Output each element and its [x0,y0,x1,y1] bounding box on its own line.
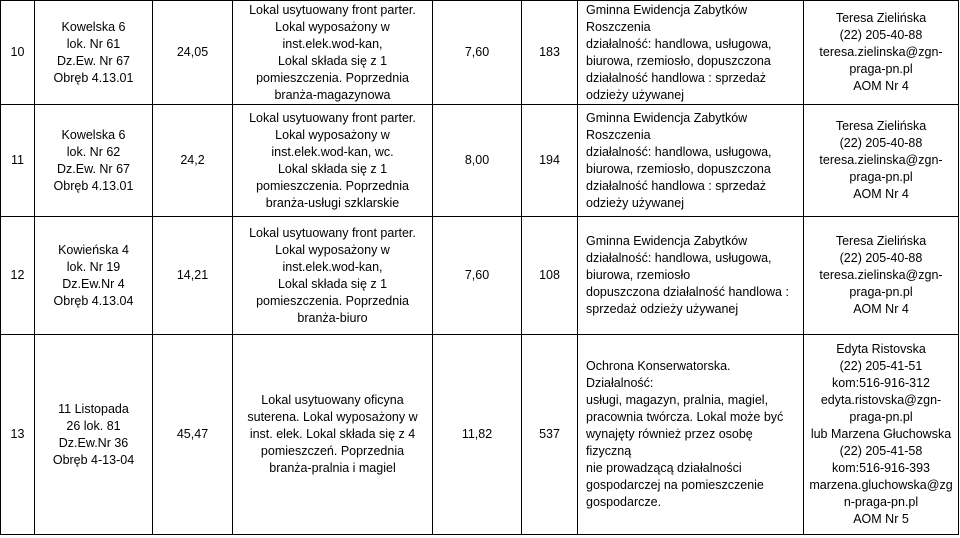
description-cell-line: pomieszczenia. Poprzednia [256,178,409,193]
conditions-cell-line: działalność handlowa : sprzedaż [586,178,766,193]
rate-cell: 7,60 [433,1,522,105]
contact-cell-line: praga-pn.pl [849,170,913,184]
address-cell-line: 26 lok. 81 [66,418,121,433]
contact-cell [804,335,959,535]
contact-cell [804,105,959,217]
contact-cell-line: AOM Nr 4 [853,79,909,93]
contact-cell [804,1,959,105]
row-number-cell: 13 [1,335,35,535]
address-cell-line: Kowelska 6 [61,127,126,142]
address-cell-line: lok. Nr 19 [66,259,121,274]
contact-cell-line: n-praga-pn.pl [843,495,919,509]
row-number-cell: 12 [1,217,35,335]
conditions-cell-line: działalność handlowa : sprzedaż [586,70,766,85]
conditions-cell-line: gospodarczej na pomieszczenie [586,478,764,492]
area-cell: 24,2 [153,105,233,217]
conditions-cell-line: nie prowadzącą działalności [586,461,742,475]
conditions-cell-line: usługi, magazyn, pralnia, magiel, [586,393,769,407]
description-cell-line: pomieszczenia. Poprzednia [256,293,409,308]
contact-cell-line: AOM Nr 4 [853,187,909,201]
row-number-cell: 11 [1,105,35,217]
contact-cell-line: marzena.gluchowska@zg [809,478,953,492]
description-cell-line: inst.elek.wod-kan, [282,259,383,274]
contact-cell-line: teresa.zielinska@zgn- [819,45,943,59]
address-cell-line: Kowelska 6 [61,19,126,34]
contact-cell-line: Teresa Zielińska [835,119,927,133]
conditions-cell-line: działalność: handlowa, usługowa, [586,144,772,159]
description-cell-line: branża-pralnia i magiel [269,461,396,475]
table-row [1,217,959,335]
conditions-cell-line: pracownia twórcza. Lokal może być [586,410,784,424]
conditions-cell-line: działalność: handlowa, usługowa, [586,251,772,265]
contact-cell [804,217,959,335]
contact-cell-line: AOM Nr 5 [853,512,909,526]
description-cell-line: suterena. Lokal wyposażony w [247,410,418,424]
contact-cell-line: Edyta Ristovska [836,342,926,356]
contact-cell-line: lub Marzena Głuchowska [810,427,952,441]
address-cell-line: Dz.Ew. Nr 67 [57,53,130,68]
conditions-cell [578,217,804,335]
description-cell-line: inst.elek.wod-kan, [282,36,383,51]
address-cell-line: Obręb 4-13-04 [52,452,135,467]
rate-cell: 7,60 [433,217,522,335]
description-cell-line: pomieszczenia. Poprzednia [256,70,409,85]
table-row [1,335,959,535]
address-cell [35,105,153,217]
description-cell-line: inst. elek. Lokal składa się z 4 [249,427,416,441]
contact-cell-line: praga-pn.pl [849,62,913,76]
conditions-cell-line: odzieży używanej [586,87,684,102]
address-cell-line: Obręb 4.13.01 [53,70,134,85]
contact-cell-line: AOM Nr 4 [853,302,909,316]
row-number-cell: 10 [1,1,35,105]
contact-cell-line: kom:516-916-393 [832,461,930,475]
rent-cell: 183 [522,1,578,105]
contact-cell-line: kom:516-916-312 [832,376,930,390]
rent-cell: 194 [522,105,578,217]
description-cell-line: Lokal usytuowany front parter. [249,110,416,125]
contact-cell-line: (22) 205-41-58 [839,444,923,458]
conditions-cell-line: Gminna Ewidencja Zabytków [586,234,748,248]
description-cell-line: Lokal składa się z 1 [277,53,388,68]
conditions-cell-line: sprzedaż odzieży używanej [586,302,739,316]
conditions-cell-line: Gminna Ewidencja Zabytków [586,110,748,125]
description-cell [233,1,433,105]
conditions-cell-line: Roszczenia [586,19,651,34]
area-cell: 14,21 [153,217,233,335]
conditions-cell-line: Roszczenia [586,127,651,142]
description-cell-line: Lokal wyposażony w [275,242,390,257]
contact-cell-line: teresa.zielinska@zgn- [819,268,943,282]
conditions-cell-line: odzieży używanej [586,195,684,210]
table-body [1,1,959,535]
address-cell-line: Dz.Ew.Nr 4 [62,276,125,291]
conditions-cell-line: biurowa, rzemiosło, dopuszczona [586,53,771,68]
description-cell-line: Lokal wyposażony w [275,127,390,142]
description-cell [233,105,433,217]
address-cell-line: Dz.Ew.Nr 36 [58,435,129,450]
contact-cell-line: praga-pn.pl [849,410,913,424]
address-cell-line: lok. Nr 62 [66,144,121,159]
address-cell-line: lok. Nr 61 [66,36,121,51]
description-cell-line: Lokal usytuowany front parter. [249,225,416,240]
contact-cell-line: Teresa Zielińska [835,234,927,248]
address-cell [35,1,153,105]
conditions-cell-line: biurowa, rzemiosło [586,268,691,282]
address-cell-line: Obręb 4.13.04 [53,293,134,308]
description-cell [233,335,433,535]
address-cell [35,217,153,335]
address-cell-line: Obręb 4.13.01 [53,178,134,193]
contact-cell-line: Teresa Zielińska [835,11,927,25]
rate-cell: 11,82 [433,335,522,535]
contact-cell-line: (22) 205-40-88 [839,136,923,150]
table-row [1,1,959,105]
conditions-cell-line: wynajęty również przez osobę fizyczną [586,427,753,458]
contact-cell-line: (22) 205-40-88 [839,251,923,265]
conditions-cell [578,1,804,105]
address-cell-line: 11 Listopada [58,401,129,416]
address-cell-line: Kowieńska 4 [58,242,129,257]
rent-cell: 108 [522,217,578,335]
address-cell-line: Dz.Ew. Nr 67 [57,161,130,176]
rate-cell: 8,00 [433,105,522,217]
description-cell-line: Lokal składa się z 1 [277,276,388,291]
area-cell: 24,05 [153,1,233,105]
contact-cell-line: praga-pn.pl [849,285,913,299]
conditions-cell-line: Gminna Ewidencja Zabytków [586,2,748,17]
address-cell [35,335,153,535]
description-cell-line: branża-usługi szklarskie [265,195,400,210]
contact-cell-line: (22) 205-41-51 [839,359,923,373]
conditions-cell-line: działalność: handlowa, usługowa, [586,36,772,51]
description-cell-line: branża-biuro [297,310,368,325]
description-cell-line: Lokal usytuowany oficyna [261,393,404,407]
conditions-cell [578,105,804,217]
description-cell [233,217,433,335]
conditions-cell-line: dopuszczona działalność handlowa : [586,285,789,299]
area-cell: 45,47 [153,335,233,535]
contact-cell-line: (22) 205-40-88 [839,28,923,42]
description-cell-line: Lokal wyposażony w [275,19,390,34]
conditions-cell [578,335,804,535]
conditions-cell-line: Ochrona Konserwatorska. Działalność: [586,359,731,390]
table-row [1,105,959,217]
description-cell-line: inst.elek.wod-kan, wc. [271,144,394,159]
rent-cell: 537 [522,335,578,535]
contact-cell-line: teresa.zielinska@zgn- [819,153,943,167]
conditions-cell-line: biurowa, rzemiosło, dopuszczona [586,161,771,176]
description-cell-line: branża-magazynowa [274,87,391,102]
conditions-cell-line: gospodarcze. [586,495,662,509]
contact-cell-line: edyta.ristovska@zgn- [820,393,942,407]
description-cell-line: Lokal składa się z 1 [277,161,388,176]
description-cell-line: Lokal usytuowany front parter. [249,2,416,17]
description-cell-line: pomieszczeń. Poprzednia [260,444,405,458]
